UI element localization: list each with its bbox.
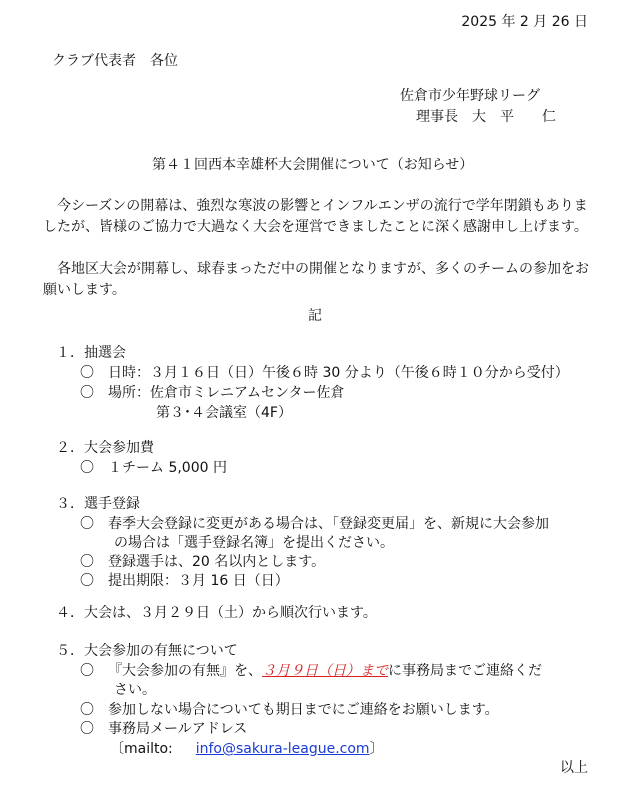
datetime-text: 日時：３月１６日（日）午後６時 30 分より（午後６時１０分から受付）	[108, 365, 569, 381]
document-title: 第４１回西本幸雄杯大会開催について（お知らせ）	[152, 157, 474, 173]
item-text: 事務局メールアドレス	[108, 721, 248, 737]
intro-paragraph-2: 各地区大会が開幕し、球春まっただ中の開催となりますが、多くのチームの参加をお願いします。	[43, 261, 589, 298]
section-5-item-3	[80, 719, 247, 739]
section-3-item-2	[80, 552, 325, 572]
bullet-circle: 〇	[80, 721, 94, 737]
item-text-post: に事務局までご連絡くだ	[388, 663, 542, 679]
section-3-item-3	[80, 571, 289, 591]
sender-organization: 佐倉市少年野球リーグ	[400, 88, 540, 104]
bullet-circle: 〇	[80, 460, 94, 476]
section-5-item-2	[80, 700, 499, 720]
section-4-heading: ４．大会は、３月２９日（土）から順次行います。	[56, 605, 377, 621]
sender-chairman: 理事長 大 平 仁	[416, 109, 556, 125]
section-1-place	[80, 383, 344, 403]
fee-text: １チーム 5,000 円	[108, 460, 227, 476]
bullet-circle: 〇	[80, 554, 94, 570]
section-5-item-1	[80, 661, 542, 681]
ki-notation: 記	[308, 308, 322, 324]
bullet-circle: 〇	[80, 663, 94, 679]
section-1-datetime	[80, 363, 569, 383]
section-5-item-1-cont: さい。	[114, 682, 156, 698]
item-text-pre: 『大会参加の有無』を、	[108, 663, 262, 679]
mailto-label: 〔mailto:	[110, 741, 173, 757]
item-text: 提出期限：３月 16 日（日）	[108, 573, 289, 589]
item-text: 登録選手は、20 名以内とします。	[108, 554, 326, 570]
closing-ijo: 以上	[560, 760, 588, 776]
section-3-item-1-cont: の場合は「選手登録名簿」を提出ください。	[114, 535, 394, 551]
mail-close: 〕	[369, 741, 384, 757]
item-text: 春季大会登録に変更がある場合は、「登録変更届」を、新規に大会参加	[108, 516, 549, 532]
item-text: 参加しない場合についても期日までにご連絡をお願いします。	[108, 702, 499, 718]
section-1-heading: １．抽選会	[56, 345, 126, 361]
email-link[interactable]: info@sakura-league.com	[195, 741, 370, 757]
document-date: 2025 年 2 月 26 日	[461, 14, 588, 30]
mail-address-line	[110, 739, 384, 759]
intro-paragraph-1: 今シーズンの開幕は、強烈な寒波の影響とインフルエンザの流行で学年閉鎖もありましたが、皆様のご協力で大過なく大会を運営できましたことに深く感謝申し上げます。	[43, 198, 588, 235]
section-3-heading: ３．選手登録	[56, 496, 140, 512]
bullet-circle: 〇	[80, 573, 94, 589]
section-2-heading: ２．大会参加費	[56, 440, 154, 456]
section-2-fee	[80, 458, 227, 478]
bullet-circle: 〇	[80, 365, 94, 381]
deadline-highlight: ３月９日（日）まで	[262, 663, 388, 679]
addressee: クラブ代表者 各位	[52, 53, 178, 69]
section-3-item-1	[80, 514, 549, 534]
bullet-circle: 〇	[80, 516, 94, 532]
bullet-circle: 〇	[80, 702, 94, 718]
place-text: 場所：佐倉市ミレニアムセンター佐倉	[108, 385, 345, 401]
section-1-room: 第３･４会議室（4F）	[156, 405, 292, 421]
section-5-heading: ５．大会参加の有無について	[56, 643, 238, 659]
bullet-circle: 〇	[80, 385, 94, 401]
